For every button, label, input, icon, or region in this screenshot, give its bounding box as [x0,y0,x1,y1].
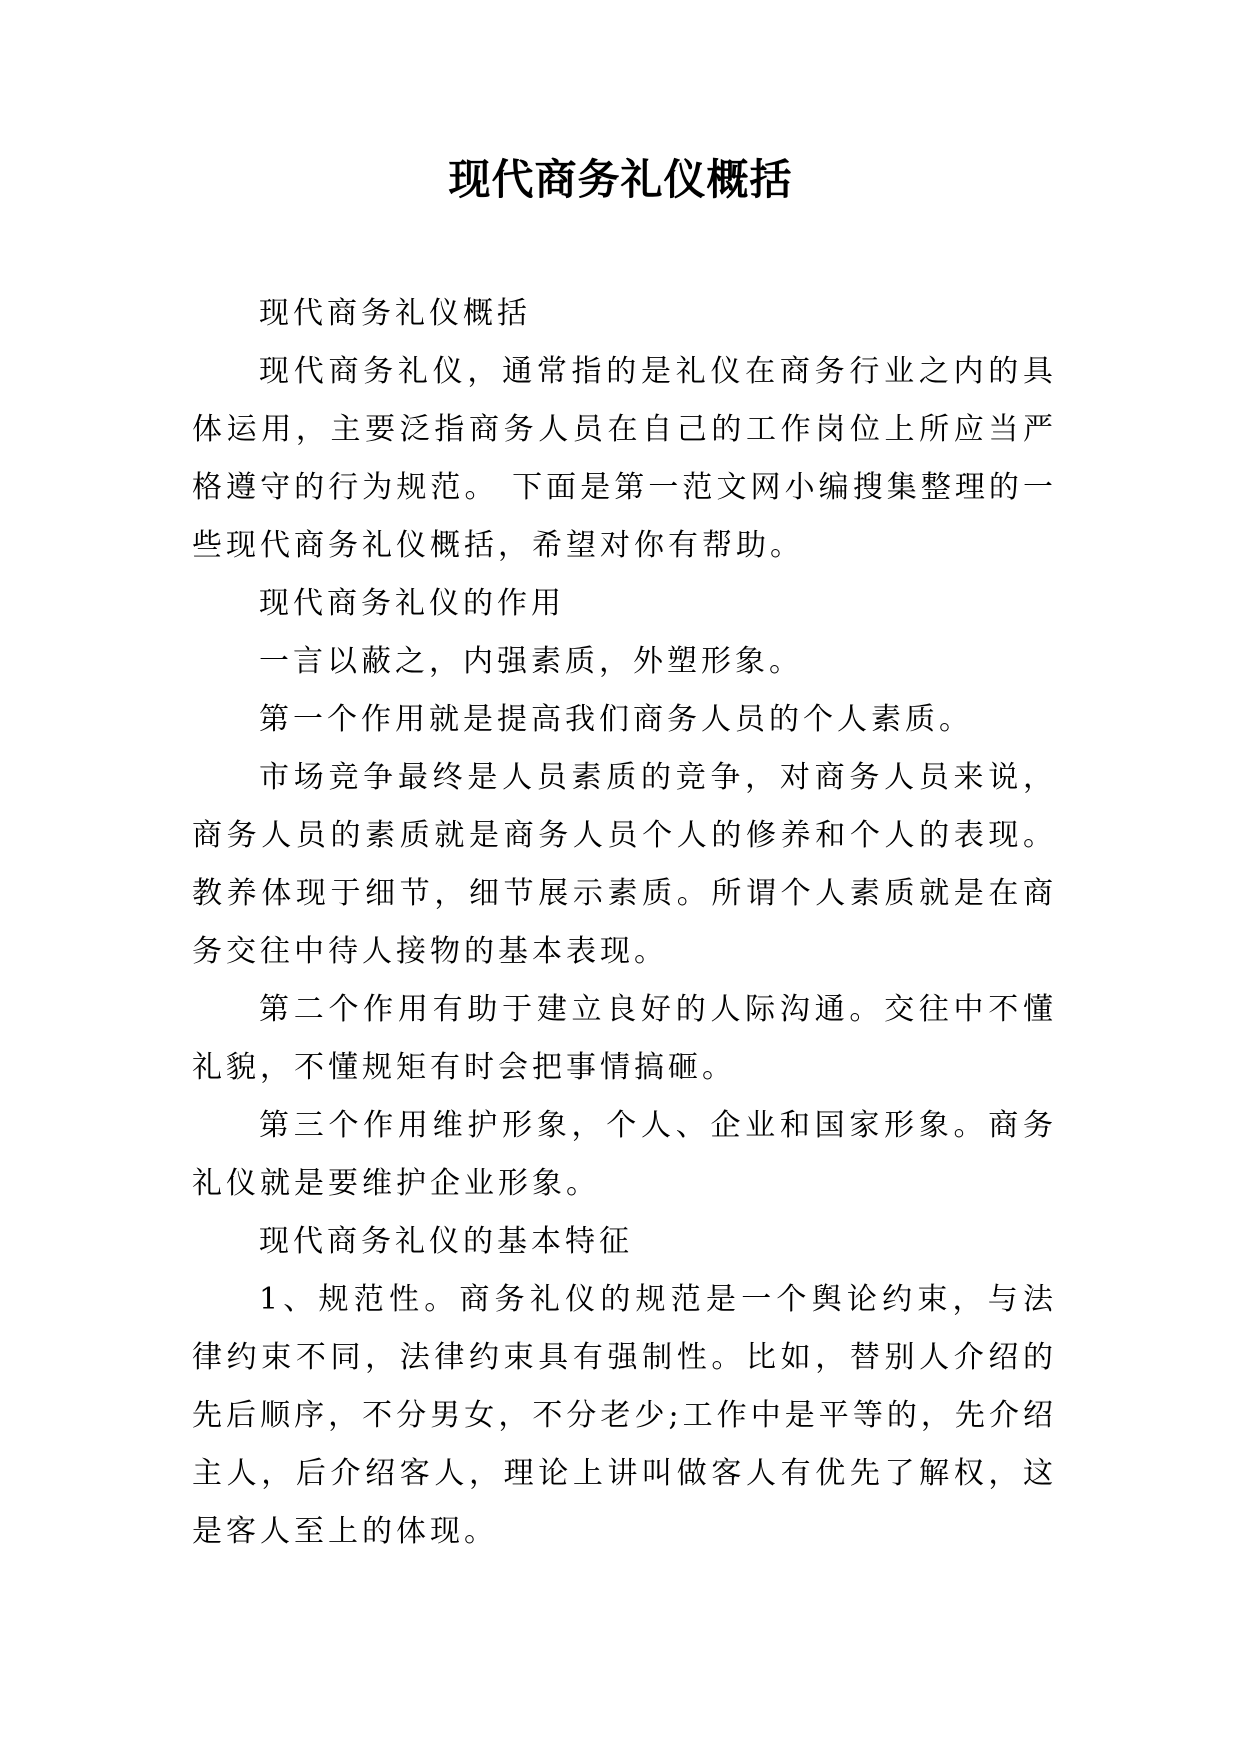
paragraph-feature-normative: 1、规范性。商务礼仪的规范是一个舆论约束，与法律约束不同，法律约束具有强制性。比如，替别人介绍的先后顺序，不分男女，不分老少;工作中是平等的，先介绍主人，后介绍客人，理论上讲叫做客人有优先了解权，这是客人至上的体现。 [192,1282,1057,1549]
paragraph-second-role: 第二个作用有助于建立良好的人际沟通。交往中不懂礼貌，不懂规矩有时会把事情搞砸。 [192,992,1057,1085]
document-title: 现代商务礼仪概括 [448,155,793,204]
paragraph-subtitle: 现代商务礼仪概括 [259,296,531,331]
paragraph-competition: 市场竞争最终是人员素质的竞争，对商务人员来说，商务人员的素质就是商务人员个人的修养和个人的表现。教养体现于细节，细节展示素质。所谓个人素质就是在商务交往中待人接物的基本表现。 [192,760,1057,969]
document-body [192,285,1057,1561]
paragraph-first-role: 第一个作用就是提高我们商务人员的个人素质。 [259,702,973,737]
paragraph-intro: 现代商务礼仪，通常指的是礼仪在商务行业之内的具体运用，主要泛指商务人员在自己的工作岗位上所应当严格遵守的行为规范。 下面是第一范文网小编搜集整理的一些现代商务礼仪概括，希望对你有帮助。 [192,354,1057,563]
paragraph-section-heading-features: 现代商务礼仪的基本特征 [259,1224,633,1259]
paragraph-section-heading-role: 现代商务礼仪的作用 [259,586,565,621]
paragraph-summary: 一言以蔽之，内强素质，外塑形象。 [259,644,803,679]
paragraph-third-role: 第三个作用维护形象，个人、企业和国家形象。商务礼仪就是要维护企业形象。 [192,1108,1057,1201]
